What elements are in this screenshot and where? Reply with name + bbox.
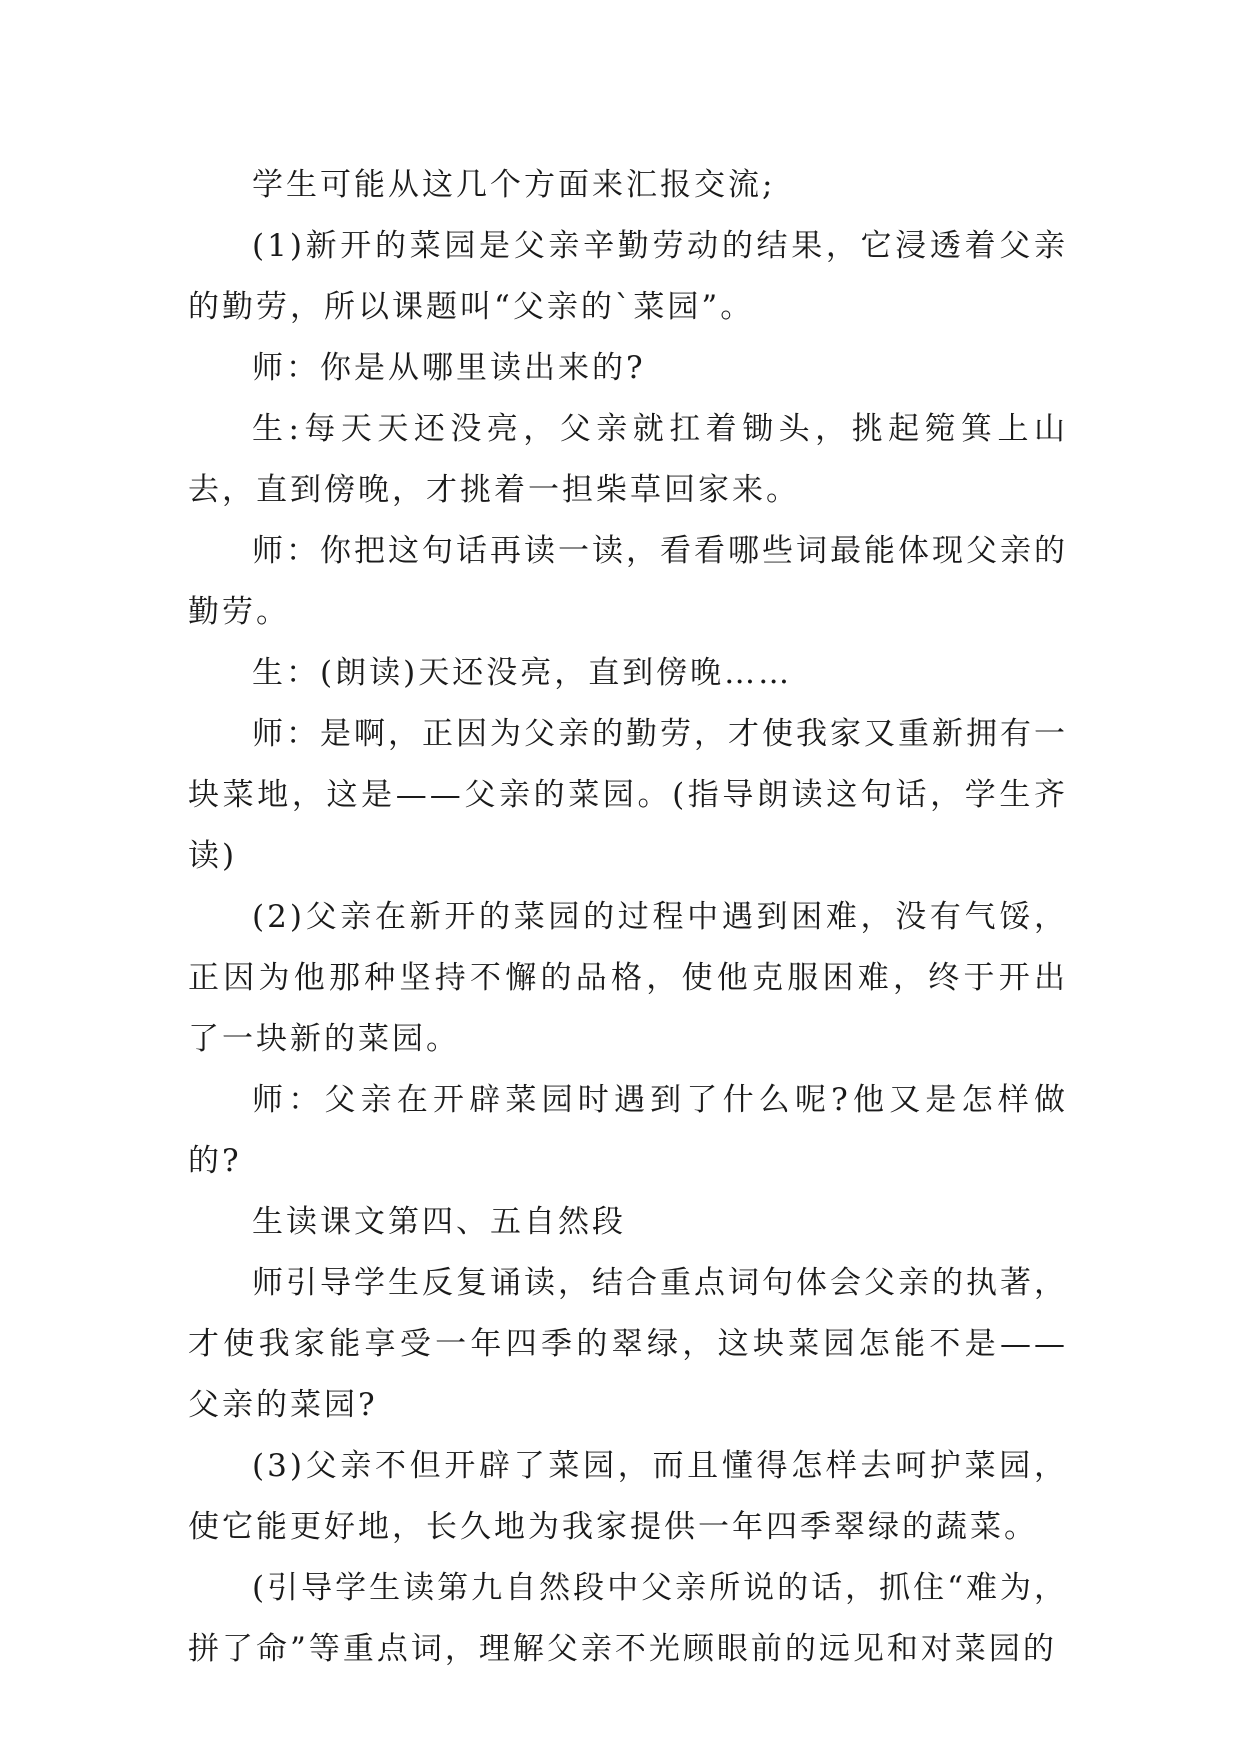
paragraph-4: 生:每天天还没亮，父亲就扛着锄头，挑起箢箕上山去，直到傍晚，才挑着一担柴草回家来。: [188, 411, 1068, 508]
paragraph-6: 生：(朗读)天还没亮，直到傍晚……: [252, 655, 793, 691]
paragraph-1: 学生可能从这几个方面来汇报交流;: [252, 167, 776, 203]
paragraph-3: 师：你是从哪里读出来的?: [252, 350, 646, 386]
document-body: [188, 155, 1068, 1680]
paragraph-13: (引导学生读第九自然段中父亲所说的话，抓住“难为，拼了命”等重点词，理解父亲不光顾眼前的远见和对菜园的: [188, 1570, 1068, 1667]
paragraph-5: 师：你把这句话再读一读，看看哪些词最能体现父亲的勤劳。: [188, 533, 1068, 630]
paragraph-10: 生读课文第四、五自然段: [252, 1204, 626, 1240]
paragraph-11: 师引导学生反复诵读，结合重点词句体会父亲的执著，才使我家能享受一年四季的翠绿，这块菜园怎能不是——父亲的菜园?: [188, 1265, 1068, 1423]
paragraph-12: (3)父亲不但开辟了菜园，而且懂得怎样去呵护菜园，使它能更好地，长久地为我家提供一年四季翠绿的蔬菜。: [188, 1448, 1068, 1545]
paragraph-9: 师：父亲在开辟菜园时遇到了什么呢?他又是怎样做的?: [188, 1082, 1068, 1179]
paragraph-7: 师：是啊，正因为父亲的勤劳，才使我家又重新拥有一块菜地，这是——父亲的菜园。(指导朗读这句话，学生齐读): [188, 716, 1068, 874]
paragraph-8: (2)父亲在新开的菜园的过程中遇到困难，没有气馁，正因为他那种坚持不懈的品格，使他克服困难，终于开出了一块新的菜园。: [188, 899, 1068, 1057]
paragraph-2: (1)新开的菜园是父亲辛勤劳动的结果，它浸透着父亲的勤劳，所以课题叫“父亲的`菜园”。: [188, 228, 1068, 325]
